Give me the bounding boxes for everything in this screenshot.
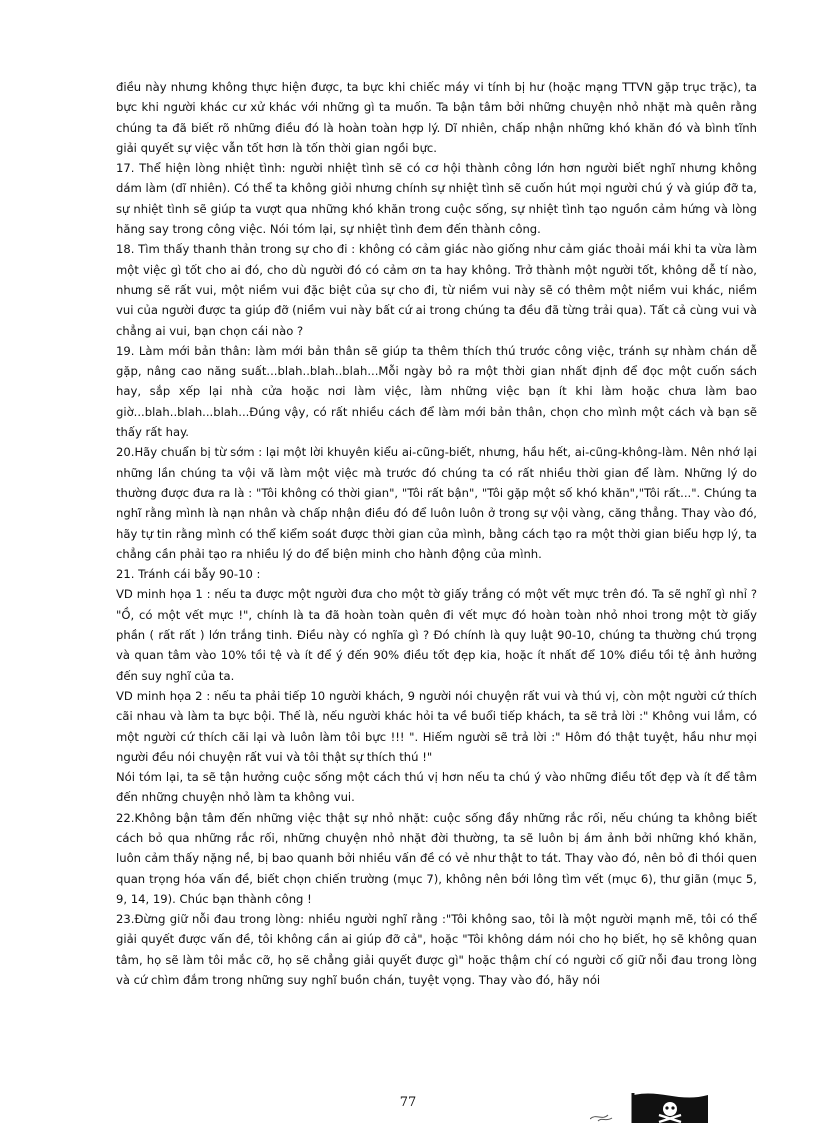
pirate-flag-icon xyxy=(590,1089,760,1123)
paragraph-21-summary: Nói tóm lại, ta sẽ tận hưởng cuộc sống một cách thú vị hơn nếu ta chú ý vào những điều tốt đẹp và ít để tâm đến những chuyện nhỏ làm ta không vui. xyxy=(116,770,757,805)
skull-eye-right xyxy=(671,1106,674,1109)
skull xyxy=(663,1102,677,1116)
paragraph-20: 20.Hãy chuẩn bị từ sớm : lại một lời khuyên kiểu ai-cũng-biết, nhưng, hầu hết, ai-cũng-không-làm. Nên nhớ lại những lần chúng ta vội vã làm một việc mà trước đó chúng ta có rất nhiều thời gian để làm. Những lý do thường được đưa ra là : "Tôi không có thời gian", "Tôi rất bận", "Tôi gặp một số khó khăn","Tôi rất...". Chúng ta nghĩ rằng mình là nạn nhân và chấp nhận điều đó để luôn luôn ở trong sự vội vàng, căng thẳng. Thay vào đó, hãy tự tin rằng mình có thể kiểm soát được thời gian của mình, bằng cách tạo ra một thời gian biểu hợp lý, ta chẳng cần phải tạo ra nhiều lý do để biện minh cho hành động của mình. xyxy=(116,445,757,561)
paragraph-19: 19. Làm mới bản thân: làm mới bản thân sẽ giúp ta thêm thích thú trước công việc, tránh sự nhàm chán dễ gặp, nâng cao năng suất...blah..blah..blah...Mỗi ngày bỏ ra một thời gian nhất định để đọc một cuốn sách hay, sắp xếp lại nhà cửa hoặc nơi làm việc, làm những việc bạn ít khi làm hoặc chưa làm bao giờ...blah..blah...blah...Đúng vậy, có rất nhiều cách để làm mới bản thân, chọn cho mình một cách và bạn sẽ thấy rất hay. xyxy=(116,343,757,440)
paragraph-22: 22.Không bận tâm đến những việc thật sự nhỏ nhặt: cuộc sống đầy những rắc rối, nếu chúng ta không biết cách bỏ qua những rắc rối, những chuyện nhỏ nhặt đời thường, ta sẽ luôn bị ám ảnh bởi những khó khăn, luôn cảm thấy nặng nề, bị bao quanh bởi nhiều vấn đề có vẻ như thật to tát. Thay vào đó, nên bỏ đi thói quen quan trọng hóa vấn đề, biết chọn chiến trường (mục 7), không nên bới lông tìm vết (mục 6), thư giãn (mục 5, 9, 14, 19). Chúc bạn thành công ! xyxy=(116,810,757,906)
paragraph-continuation: điều này nhưng không thực hiện được, ta bực khi chiếc máy vi tính bị hư (hoặc mạng TTVN gặp trục trặc), ta bực khi người khác cư xử khác với những gì ta muốn. Ta bận tâm bởi những chuyện nhỏ nhặt mà quên rằng chúng ta đã biết rõ những điều đó là hoàn toàn hợp lý. Dĩ nhiên, chấp nhận những khó khăn đó và bình tĩnh giải quyết sự việc vẫn tốt hơn là tốn thời gian ngồi bực. xyxy=(116,80,757,155)
paragraph-21-example-2: VD minh họa 2 : nếu ta phải tiếp 10 người khách, 9 người nói chuyện rất vui và thú vị, còn một người cứ thích cãi nhau và làm ta bực bội. Thế là, nếu người khác hỏi ta về buổi tiếp khách, ta sẽ trả lời :" Không vui lắm, có một người cứ thích cãi lại và luôn làm tôi bực !!! ". Hiếm người sẽ trả lời :" Hôm đó thật tuyệt, hầu như mọi người đều nói chuyện rất vui và tôi thật sự thích thú !" xyxy=(116,688,757,764)
paragraph-23: 23.Đừng giữ nỗi đau trong lòng: nhiều người nghĩ rằng :"Tôi không sao, tôi là một người mạnh mẽ, tôi có thể giải quyết được vấn đề, tôi không cần ai giúp đỡ cả", hoặc "Tôi không dám nói cho họ biết, họ sẽ không quan tâm, họ sẽ làm tôi mắc cỡ, họ sẽ chẳng giải quyết được gì" hoặc thậm chí có người cố giữ nỗi đau trong lòng và cứ chìm đắm trong những suy nghĩ buồn chán, tuyệt vọng. Thay vào đó, hãy nói xyxy=(116,912,757,988)
paragraph-21-heading: 21. Tránh cái bẫy 90-10 : xyxy=(116,567,261,582)
skull-eye-left xyxy=(665,1106,668,1109)
page-number: 77 xyxy=(399,1095,417,1110)
page-body xyxy=(116,77,757,990)
paragraph-21-example-1: VD minh họa 1 : nếu ta được một người đưa cho một tờ giấy trắng có một vết mực trên đó. Ta sẽ nghĩ gì nhỉ ? "Ồ, có một vết mực !", chính là ta đã hoàn toàn quên đi vết mực đó hoàn toàn nhỏ nhoi trong một tờ giấy phần ( rất rất ) lớn trắng tinh. Điều này có nghĩa gì ? Đó chính là quy luật 90-10, chúng ta thường chú trọng và quan tâm vào 10% tồi tệ và ít để ý đến 90% điều tốt đẹp kia, hoặc ít nhất để 10% điều tồi tệ ảnh hưởng đến suy nghĩ của ta. xyxy=(116,587,757,683)
wave-decoration xyxy=(590,1115,612,1121)
paragraph-17: 17. Thể hiện lòng nhiệt tình: người nhiệt tình sẽ có cơ hội thành công lớn hơn người biết nghĩ nhưng không dám làm (dĩ nhiên). Có thể ta không giỏi nhưng chính sự nhiệt tình sẽ cuốn hút mọi người chú ý và giúp đỡ ta, sự nhiệt tình sẽ giúp ta vượt qua những khó khăn trong cuộc sống, sự nhiệt tình tạo nguồn cảm hứng và lòng hăng say trong công việc. Nói tóm lại, sự nhiệt tình đem đến thành công. xyxy=(116,161,757,237)
paragraph-18: 18. Tìm thấy thanh thản trong sự cho đi : không có cảm giác nào giống như cảm giác thoải mái khi ta vừa làm một việc gì tốt cho ai đó, cho dù người đó có cảm ơn ta hay không. Trở thành một người tốt, không dễ tí nào, nhưng sẽ rất vui, một niềm vui đặc biệt của sự cho đi, từ niềm vui này sẽ có thêm một niềm vui khác, niềm vui của người được ta giúp đỡ (niềm vui này bất cứ ai trong chúng ta đều đã từng trải qua). Tất cả cùng vui và chẳng ai vui, bạn chọn cái nào ? xyxy=(116,242,757,338)
